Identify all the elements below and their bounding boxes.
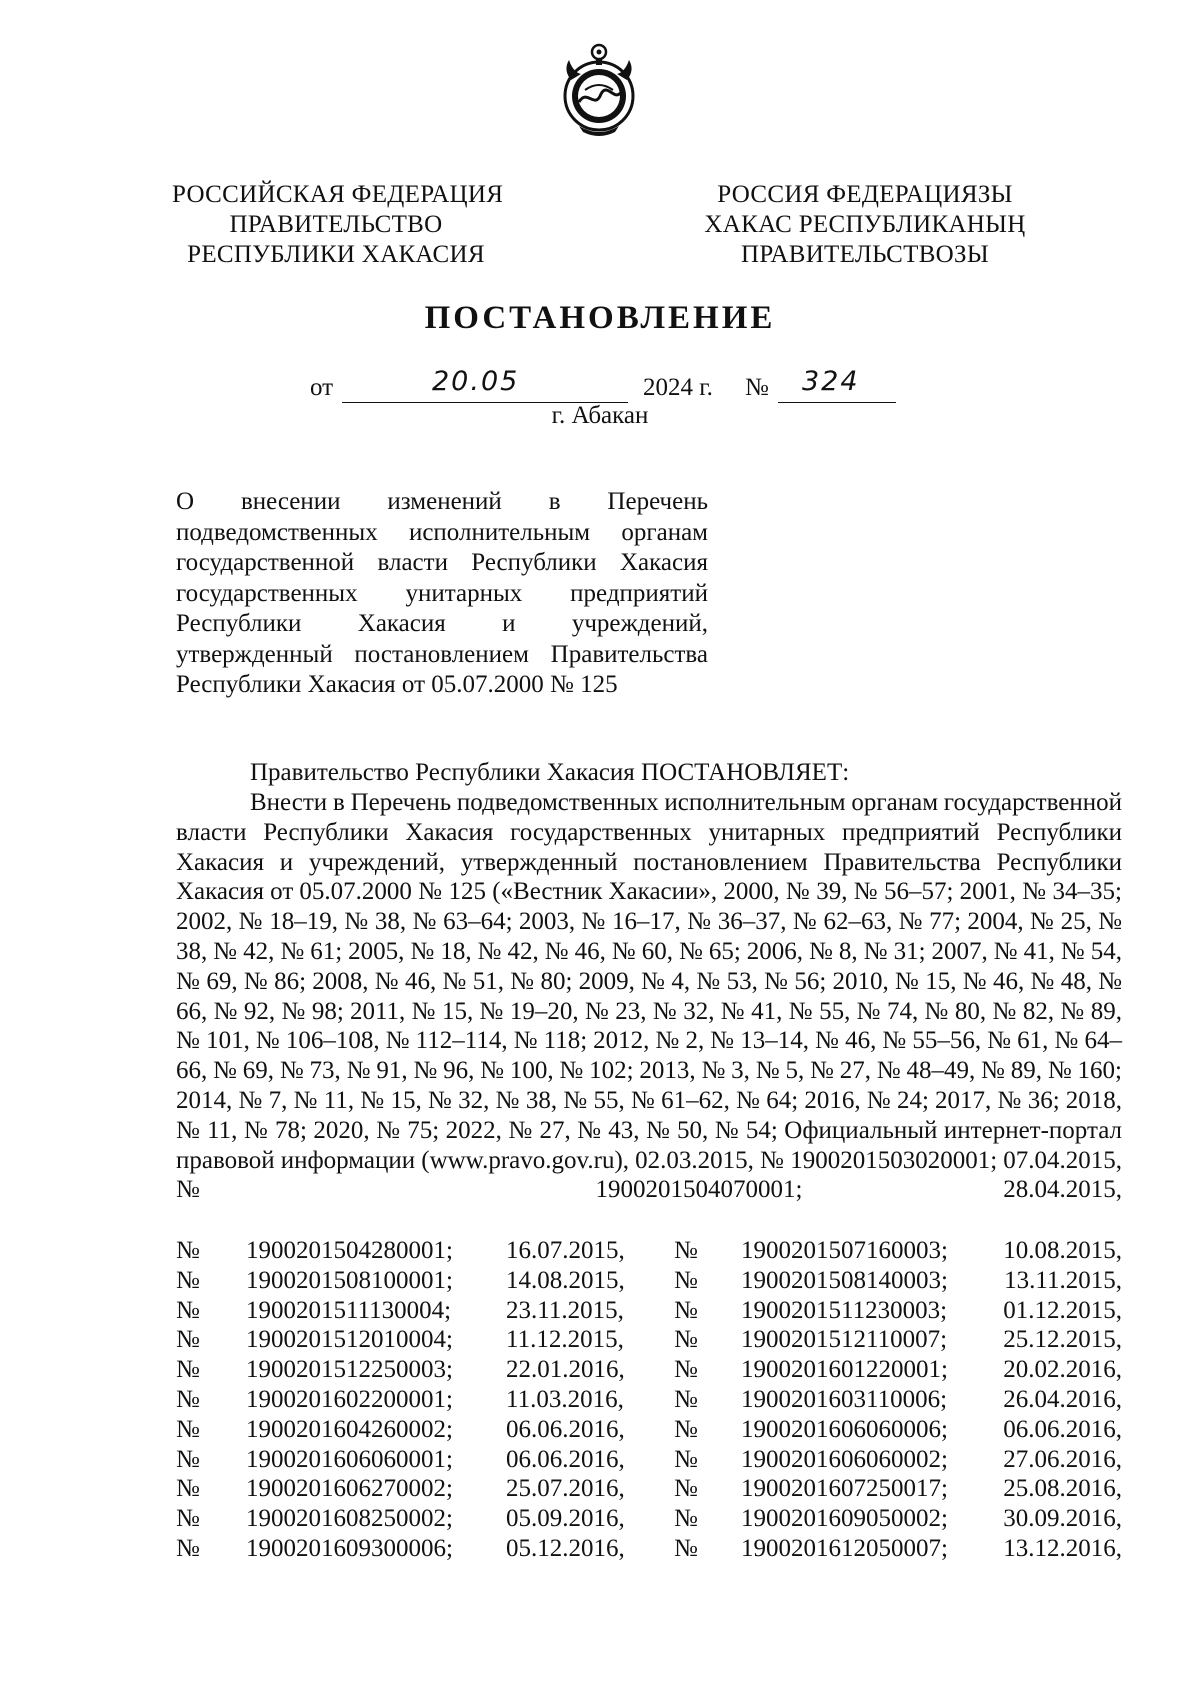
registry-number: 1900201601220001;: [741, 1356, 948, 1384]
publication-date: 16.07.2015,: [506, 1237, 625, 1264]
number-sign: №: [176, 1237, 200, 1264]
number-sign: №: [674, 1237, 698, 1264]
registry-number: 1900201512250003;: [246, 1356, 453, 1384]
number-sign: №: [674, 1326, 698, 1354]
registry-row: [176, 1385, 1122, 1415]
registry-number: 1900201512010004;: [246, 1326, 453, 1354]
number-sign: №: [674, 1475, 698, 1503]
registry-number: 1900201507160003;: [741, 1237, 948, 1264]
handwritten-date: 20.05: [432, 366, 520, 397]
registry-number: 1900201508100001;: [246, 1266, 453, 1294]
registry-number: 1900201504280001;: [246, 1237, 453, 1264]
number-sign: №: [674, 1534, 698, 1562]
header-right-line: ХАКАС РЕСПУБЛИКАНЫҢ: [704, 211, 1026, 238]
number-sign: №: [674, 1445, 698, 1473]
registry-row: [176, 1534, 1122, 1564]
publication-date: 22.01.2016,: [506, 1356, 625, 1384]
number-sign: №: [176, 1534, 200, 1562]
number-sign: №: [176, 1445, 200, 1473]
registry-number: 1900201609300006;: [246, 1534, 453, 1562]
number-sign: №: [674, 1356, 698, 1384]
number-sign: №: [674, 1505, 698, 1533]
header-right: [700, 180, 1030, 270]
registry-number: 1900201511130004;: [246, 1296, 452, 1324]
registry-number: 1900201609050002;: [741, 1505, 948, 1533]
header-left-line: РОССИЙСКАЯ ФЕДЕРАЦИЯ: [172, 181, 504, 208]
header-left-line: ПРАВИТЕЛЬСТВО: [229, 211, 443, 238]
publication-date: 06.06.2016,: [1003, 1415, 1122, 1443]
publication-date: 06.06.2016,: [506, 1445, 625, 1473]
registry-row: [176, 1355, 1122, 1385]
publication-date: 27.06.2016,: [1003, 1445, 1122, 1473]
publication-date: 25.07.2016,: [506, 1475, 625, 1503]
registry-number: 1900201508140003;: [741, 1266, 948, 1294]
number-sign: №: [674, 1415, 698, 1443]
publication-date: 25.12.2015,: [1003, 1326, 1122, 1354]
publication-date: 13.12.2016,: [1003, 1534, 1122, 1562]
registry-number: 1900201603110006;: [741, 1385, 948, 1413]
publication-date: 05.12.2016,: [506, 1534, 625, 1562]
number-sign: №: [176, 1326, 200, 1354]
date-prefix: от: [310, 374, 334, 401]
publication-date: 10.08.2015,: [1003, 1237, 1122, 1264]
publication-date: 01.12.2015,: [1003, 1296, 1122, 1324]
registry-row: [176, 1296, 1122, 1326]
number-sign: №: [176, 1505, 200, 1533]
publication-date: 26.04.2016,: [1003, 1385, 1122, 1413]
header-left: [172, 180, 504, 270]
publication-date: 05.09.2016,: [506, 1505, 625, 1533]
publication-date: 23.11.2015,: [506, 1296, 624, 1324]
registry-number: 1900201606270002;: [246, 1475, 453, 1503]
document-title: ПОСТАНОВЛЕНИЕ: [424, 300, 776, 336]
date-year: 2024 г.: [643, 374, 713, 401]
number-sign: №: [176, 1266, 200, 1294]
handwritten-number: 324: [802, 366, 860, 397]
registry-number: 1900201608250002;: [246, 1505, 453, 1533]
number-sign: №: [674, 1266, 698, 1294]
registry-row: [176, 1415, 1122, 1445]
registry-number: 1900201606060002;: [741, 1445, 948, 1473]
registry-number: 1900201602200001;: [246, 1385, 453, 1413]
number-sign: №: [674, 1385, 698, 1413]
publication-date: 13.11.2015,: [1004, 1266, 1122, 1294]
header-left-line: РЕСПУБЛИКИ ХАКАСИЯ: [187, 241, 485, 268]
header-right-line: РОССИЯ ФЕДЕРАЦИЯЗЫ: [717, 181, 1013, 208]
publication-date: 25.08.2016,: [1003, 1475, 1122, 1503]
document-subject: О внесении изменений в Перечень подведомственных исполнительным органам государственной власти Республики Хакасия государственных унитарных предприятий Республики Хакасия и учреждений, утвержденный постановлением Правительства Республики Хакасия от 05.07.2000 № 125: [176, 488, 708, 698]
publication-date: 06.06.2016,: [506, 1415, 625, 1443]
registry-number: 1900201612050007;: [741, 1534, 948, 1562]
publication-date: 30.09.2016,: [1003, 1505, 1122, 1533]
number-sign: №: [176, 1296, 200, 1324]
number-sign: №: [674, 1296, 698, 1324]
registry-row: [176, 1445, 1122, 1475]
number-sign: №: [176, 1385, 200, 1413]
publication-date: 14.08.2015,: [506, 1266, 625, 1294]
registry-row: [176, 1474, 1122, 1504]
main-paragraph-text: Внести в Перечень подведомственных исполнительным органам государственной власти Республики Хакасия государственных унитарных предприятий Республики Хакасия и учреждений, утвержденный постановлением Правительства Республики Хакасия от 05.07.2000 № 125 («Вестник Хакасии», 2000, № 39, № 56–57; 2001, № 34–35; 2002, № 18–19, № 38, № 63–64; 2003, № 16–17, № 36–37, № 62–63, № 77; 2004, № 25, № 38, № 42, № 61; 2005, № 18, № 42, № 46, № 60, № 65; 2006, № 8, № 31; 2007, № 41, № 54, № 69, № 86; 2008, № 46, № 51, № 80; 2009, № 4, № 53, № 56; 2010, № 15, № 46, № 48, № 66, № 92, № 98; 2011, № 15, № 19–20, № 23, № 32, № 41, № 55, № 74, № 80, № 82, № 89, № 101, № 106–108, № 112–114, № 118; 2012, № 2, № 13–14, № 46, № 55–56, № 61, № 64–66, № 69, № 73, № 91, № 96, № 100, № 102; 2013, № 3, № 5, № 27, № 48–49, № 89, № 160; 2014, № 7, № 11, № 15, № 32, № 38, № 55, № 61–62, № 64; 2016, № 24; 2017, № 36; 2018, № 11, № 78; 2020, № 75; 2022, № 27, № 43, № 50, № 54; Официальный интернет-портал правовой информации (www.pravo.gov.ru), 02.03.2015, № 1900201503020001; 07.04.2015, № 1900201504070001; 28.04.2015,: [176, 789, 1122, 1204]
number-sign: №: [176, 1356, 200, 1384]
coat-of-arms-emblem: [549, 40, 649, 140]
registry-row: [176, 1325, 1122, 1355]
publication-date: 20.02.2016,: [1003, 1356, 1122, 1384]
registry-number: 1900201604260002;: [246, 1415, 453, 1443]
number-sign: №: [176, 1475, 200, 1503]
registry-row: [176, 1266, 1122, 1296]
city-name: г. Абакан: [551, 402, 649, 429]
registry-row: [176, 1504, 1122, 1534]
registry-number: 1900201512110007;: [741, 1326, 948, 1354]
publication-date: 11.12.2015,: [506, 1326, 624, 1354]
resolves-line: Правительство Республики Хакасия ПОСТАНОВЛЯЕТ:: [250, 759, 850, 786]
number-sign: №: [176, 1415, 200, 1443]
registry-number: 1900201606060006;: [741, 1415, 948, 1443]
registry-numbers-table: [176, 1236, 1122, 1564]
registry-number: 1900201511230003;: [741, 1296, 948, 1324]
main-paragraph: [176, 788, 1122, 1205]
registry-number: 1900201606060001;: [246, 1445, 453, 1473]
registry-row: [176, 1236, 1122, 1266]
header-right-line: ПРАВИТЕЛЬСТВОЗЫ: [741, 241, 989, 268]
registry-number: 1900201607250017;: [741, 1475, 948, 1503]
number-sign: №: [745, 374, 769, 401]
publication-date: 11.03.2016,: [506, 1385, 624, 1413]
